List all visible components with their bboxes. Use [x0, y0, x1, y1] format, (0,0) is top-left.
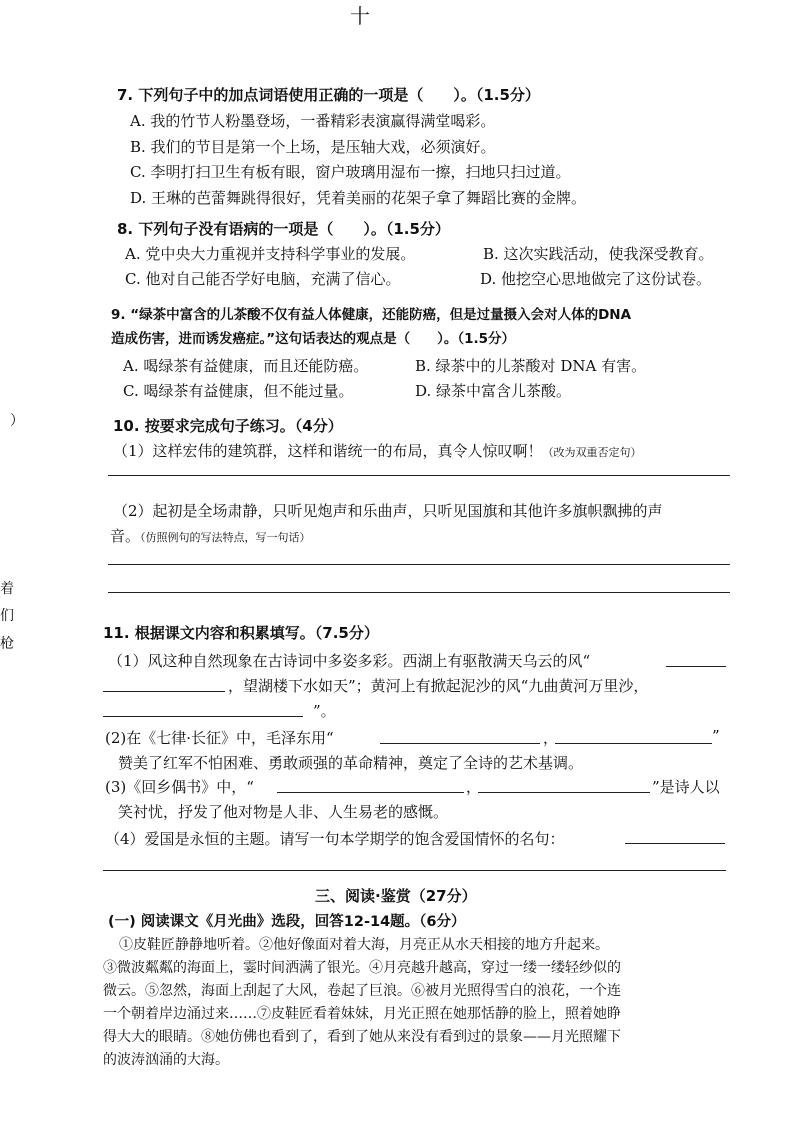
question-9-title-line2: 造成伤害，进而诱发癌症。”这句话表达的观点是（ ）。（1.5分） — [111, 331, 516, 347]
question-9-option-c: C. 喝绿茶有益健康，但不能过量。 — [123, 382, 354, 400]
margin-char: ） — [10, 413, 24, 429]
question-7-option-c: C. 李明打扫卫生有板有眼，窗户玻璃用湿布一擦，扫地只扫过道。 — [130, 163, 571, 181]
question-8-option-c: C. 他对自己能否学好电脑，充满了信心。 — [125, 270, 401, 288]
question-10-sentence-1-text: （1）这样宏伟的建筑群，这样和谐统一的布局，真令人惊叹啊！ — [113, 442, 543, 460]
blank-line[interactable] — [666, 666, 726, 667]
close-quote: ” — [712, 727, 720, 745]
question-11-title: 11. 根据课文内容和积累填写。（7.5分） — [103, 624, 379, 642]
question-11-part-1-line3: ”。 — [313, 702, 336, 720]
passage-line: 得大大的眼睛。⑧她仿佛也看到了，看到了她从来没有看到过的景象——月光照耀下 — [103, 1029, 621, 1045]
blank-line[interactable] — [277, 792, 464, 793]
question-9-option-d: D. 绿茶中富含儿茶酸。 — [415, 382, 572, 400]
question-11-part-3-tail: ”是诗人以 — [652, 778, 720, 796]
question-7-option-d: D. 王琳的芭蕾舞跳得很好，凭着美丽的花架子拿了舞蹈比赛的金牌。 — [130, 189, 587, 207]
question-8-option-b: B. 这次实践活动，使我深受教育。 — [483, 245, 714, 263]
section-3-subtitle: (一) 阅读课文《月光曲》选段，回答12-14题。（6分） — [108, 914, 466, 930]
blank-line[interactable] — [478, 792, 650, 793]
answer-line[interactable] — [103, 870, 726, 871]
question-10-sentence-2-line2 — [110, 525, 311, 546]
passage-line: ①皮鞋匠静静地听着。②他好像面对着大海，月亮正从水天相接的地方升起来。 — [119, 937, 609, 953]
answer-line[interactable] — [108, 564, 730, 565]
question-11-part-2-line2: 赞美了红军不怕困难、勇敢顽强的革命精神，奠定了全诗的艺术基调。 — [118, 754, 584, 772]
answer-line[interactable] — [108, 592, 730, 593]
question-10-sentence-2-line1: （2）起初是全场肃静，只听见炮声和乐曲声，只听见国旗和其他许多旗帜飘拂的声 — [113, 502, 663, 520]
comma: ， — [466, 778, 482, 796]
passage-line: 一个朝着岸边涌过来……⑦皮鞋匠看着妹妹，月光正照在她那恬静的脸上，照着她睁 — [103, 1006, 621, 1022]
passage-line: 微云。⑤忽然，海面上刮起了大风，卷起了巨浪。⑥被月光照得雪白的浪花，一个连 — [103, 983, 621, 999]
question-8-title: 8. 下列句子没有语病的一项是（ ）。（1.5分） — [117, 220, 450, 238]
question-10-sentence-1 — [113, 440, 642, 461]
blank-line[interactable] — [555, 743, 712, 744]
question-11-part-2-line1: (2)在《七律·长征》中，毛泽东用“ — [105, 729, 334, 747]
question-7-option-a: A. 我的竹节人粉墨登场，一番精彩表演赢得满堂喝彩。 — [130, 112, 496, 130]
question-11-part-3-line1: (3)《回乡偶书》中，“ — [105, 778, 254, 796]
comma: ， — [543, 729, 559, 747]
question-11-part-3-line2: 笑衬忧，抒发了他对物是人非、人生易老的感慨。 — [118, 803, 449, 821]
question-11-part-1-line1: （1）风这种自然现象在古诗词中多姿多彩。西湖上有驱散满天乌云的风“ — [108, 652, 591, 670]
question-11-part-4: （4）爱国是永恒的主题。请写一句本学期学的饱含爱国情怀的名句： — [105, 830, 565, 848]
question-9-option-a: A. 喝绿茶有益健康，而且还能防癌。 — [123, 357, 369, 375]
blank-line[interactable] — [625, 843, 725, 844]
passage-line: ③微波粼粼的海面上，霎时间洒满了银光。④月亮越升越高，穿过一缕一缕轻纱似的 — [103, 960, 621, 976]
question-10-sentence-1-note: （改为双重否定句） — [542, 446, 642, 459]
header-mark: 十 — [350, 4, 370, 28]
answer-line[interactable] — [108, 475, 730, 476]
margin-char: 们 — [0, 608, 14, 624]
question-8-option-d: D. 他挖空心思地做完了这份试卷。 — [480, 270, 712, 288]
blank-line[interactable] — [103, 691, 225, 692]
question-11-part-1-line2: ，望湖楼下水如天”；黄河上有掀起泥沙的风“九曲黄河万里沙， — [228, 677, 649, 695]
question-7-option-b: B. 我们的节目是第一个上场，是压轴大戏，必须演好。 — [130, 138, 496, 156]
blank-line[interactable] — [103, 716, 303, 717]
question-9-title-line1: 9. “绿茶中富含的儿茶酸不仅有益人体健康，还能防癌，但是过量摄入会对人体的DNA — [111, 307, 632, 323]
passage-line: 的波涛汹涌的大海。 — [103, 1052, 229, 1068]
question-10-title: 10. 按要求完成句子练习。（4分） — [113, 417, 343, 435]
margin-char: 枪 — [0, 636, 14, 652]
question-7-title: 7. 下列句子中的加点词语使用正确的一项是（ ）。（1.5分） — [117, 86, 540, 104]
question-10-sentence-2-text: 音。 — [110, 527, 141, 545]
section-3-title: 三、阅读·鉴赏（27分） — [315, 887, 477, 905]
question-9-option-b: B. 绿茶中的儿茶酸对 DNA 有害。 — [415, 357, 647, 375]
blank-line[interactable] — [380, 743, 540, 744]
question-8-option-a: A. 党中央大力重视并支持科学事业的发展。 — [125, 245, 416, 263]
margin-char: 着 — [0, 581, 14, 597]
question-10-sentence-2-note: （仿照例句的写法特点，写一句话） — [140, 531, 311, 544]
